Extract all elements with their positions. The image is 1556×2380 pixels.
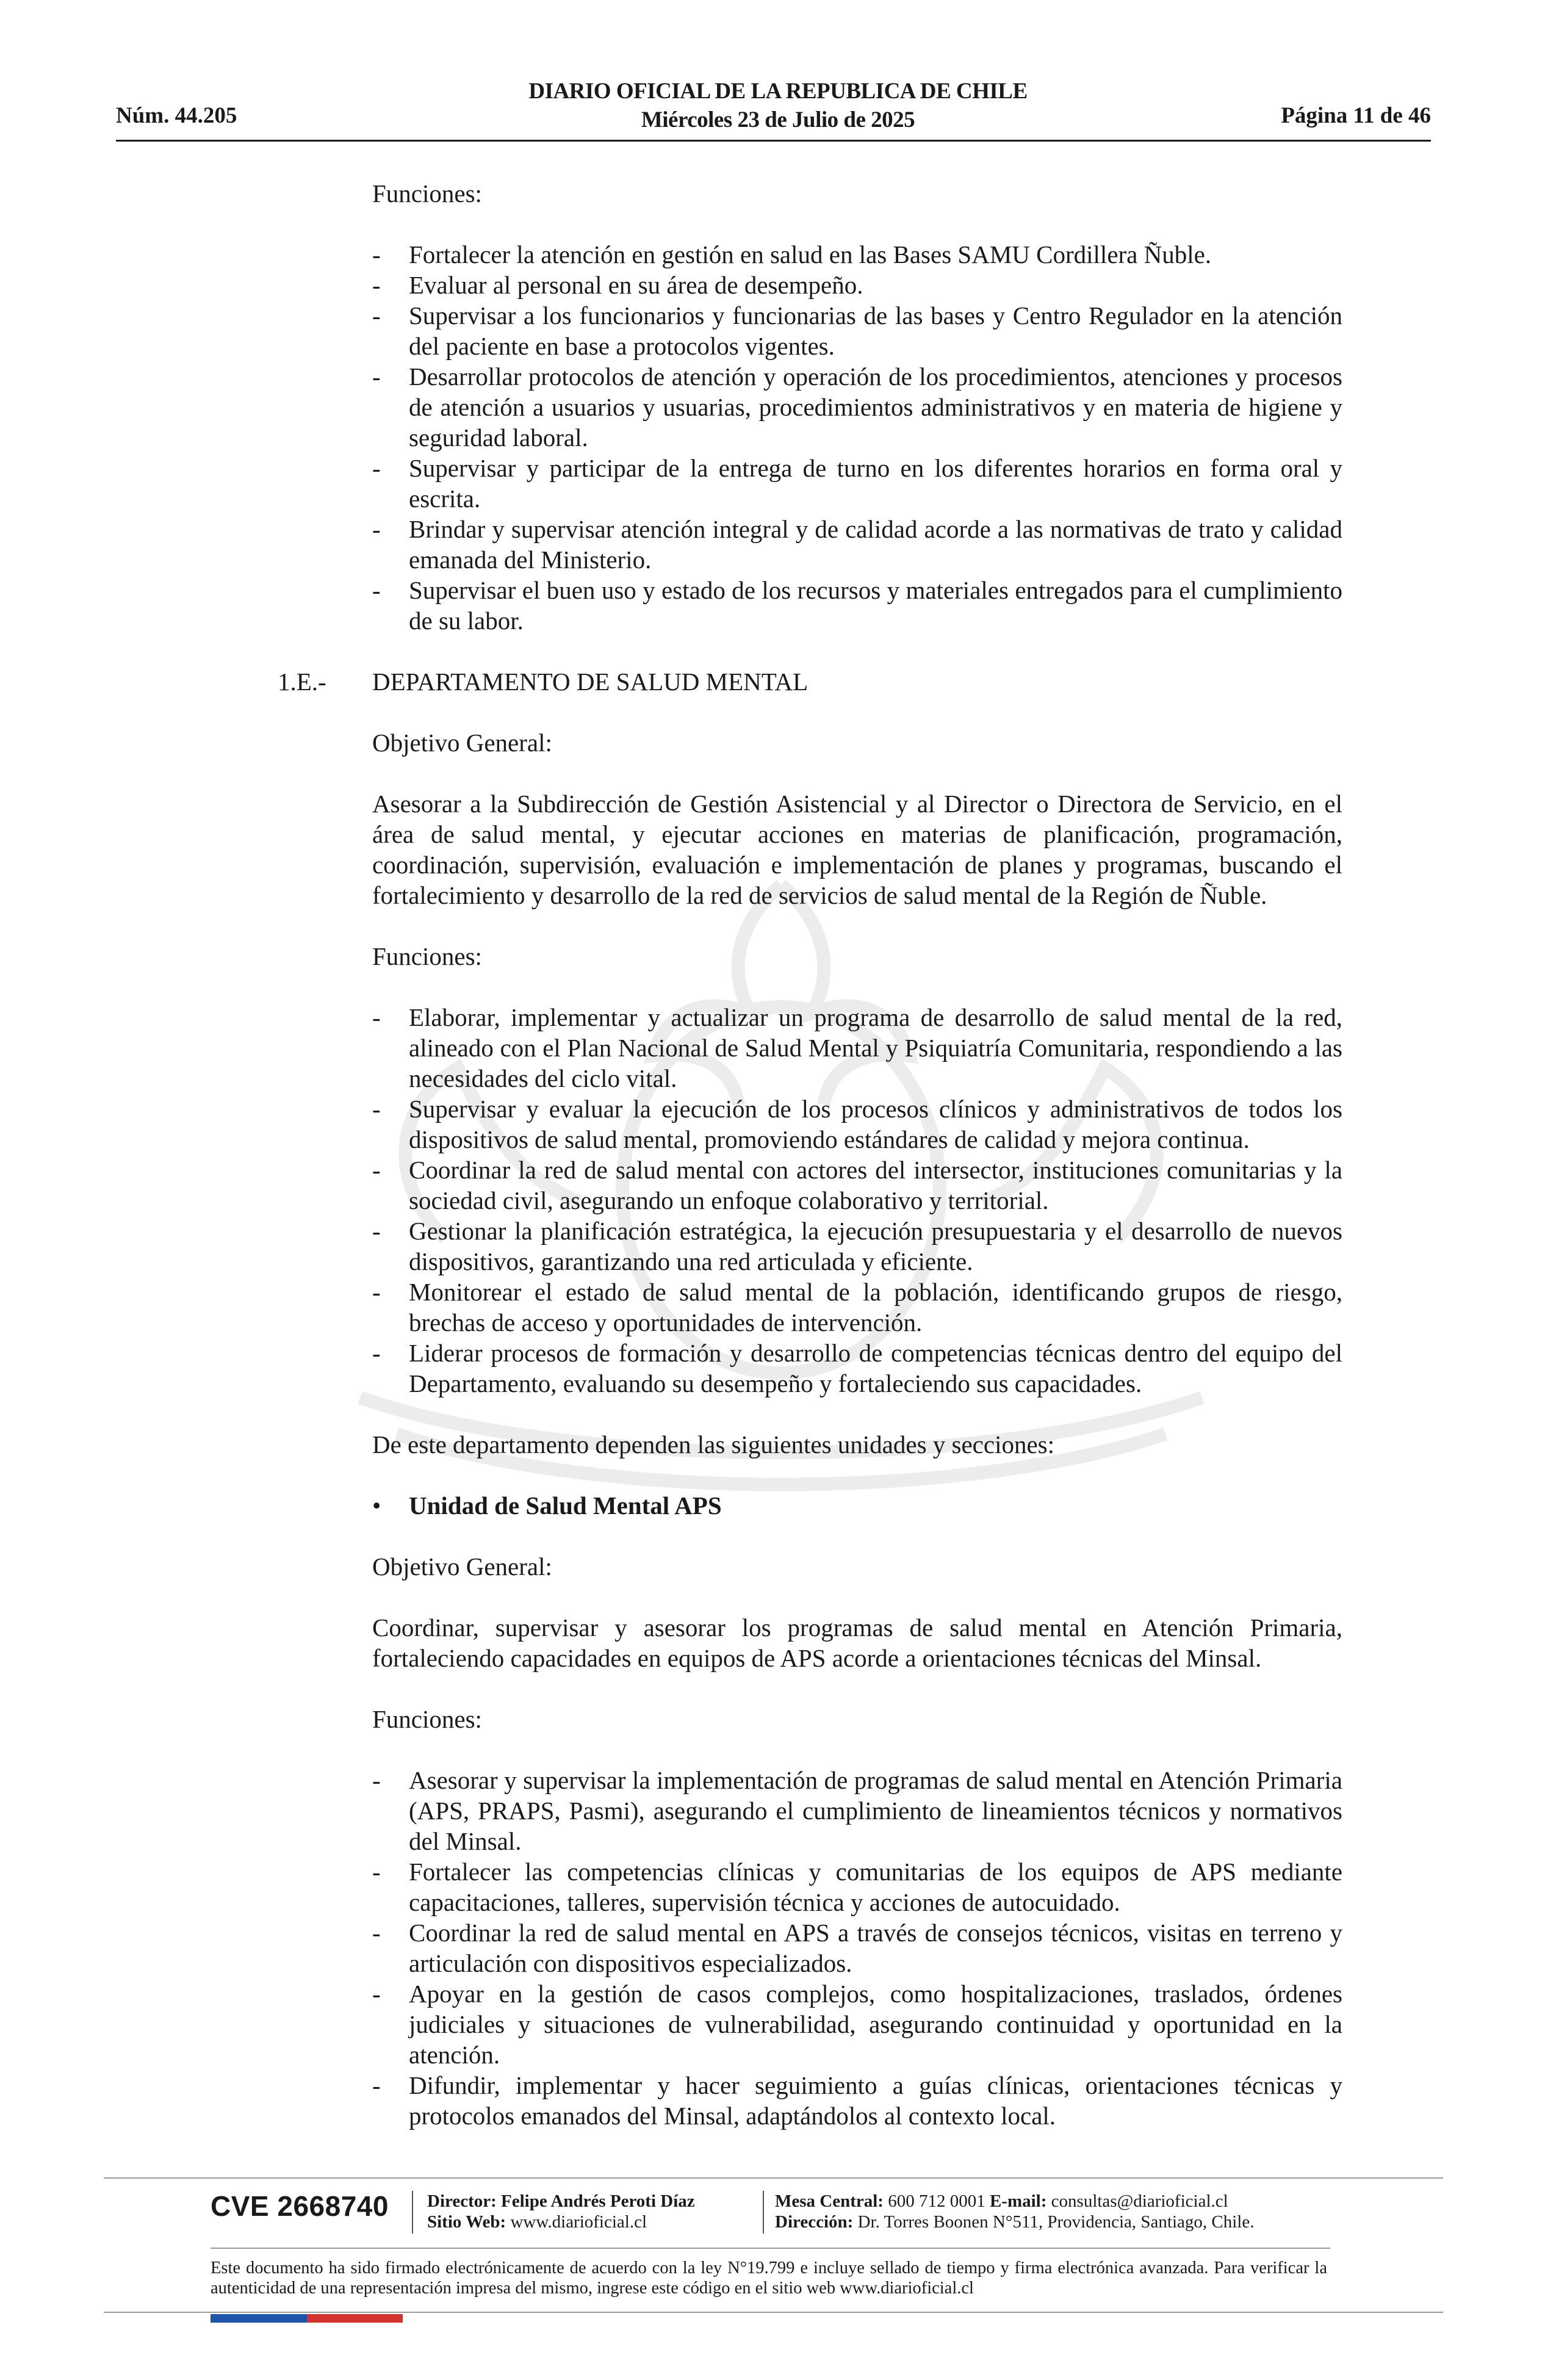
address-value: Dr. Torres Boonen N°511, Providencia, Santiago, Chile. (857, 2212, 1255, 2232)
director-name: Felipe Andrés Peroti Díaz (501, 2191, 695, 2211)
address-label: Dirección: (775, 2212, 854, 2232)
list-item: - Monitorear el estado de salud mental de la población, identificando grupos de riesgo, brechas de acceso y oportunidades de intervención. (372, 1278, 1342, 1336)
section-number: 1.E.- (278, 668, 326, 696)
objective-label: Objetivo General: (372, 729, 552, 757)
list-item: - Desarrollar protocolos de atención y operación de los procedimientos, atenciones y procesos de atención a usuarios y usuarias, procedimientos administrativos y en materia de higiene y seguridad laboral. (372, 362, 1342, 452)
email-label: E-mail: (989, 2191, 1047, 2211)
unit-functions-label: Funciones: (372, 1705, 482, 1733)
bullet-icon: • (372, 1491, 381, 1520)
section-title: DEPARTAMENTO DE SALUD MENTAL (372, 668, 809, 696)
flag-stripe-blue (211, 2314, 307, 2323)
list-item: - Fortalecer la atención en gestión en salud en las Bases SAMU Cordillera Ñuble. (372, 240, 1212, 269)
footer-contact-block (775, 2191, 1254, 2232)
web-link[interactable]: www.diarioficial.cl (510, 2212, 647, 2232)
footer-separator (412, 2191, 413, 2234)
list-item: - Coordinar la red de salud mental con actores del intersector, instituciones comunitarias y la sociedad civil, asegurando un enfoque colaborativo y territorial. (372, 1156, 1342, 1214)
publication-date: Miércoles 23 de Julio de 2025 (641, 107, 915, 132)
list-item: - Elaborar, implementar y actualizar un programa de desarrollo de salud mental de la red, alineado con el Plan Nacional de Salud Mental y Psiquiatría Comunitaria, respondiendo a las necesidades del ciclo vital. (372, 1003, 1342, 1092)
flag-stripe-red (307, 2314, 403, 2323)
signature-note: Este documento ha sido firmado electrónicamente de acuerdo con la ley N°19.799 e incluye sellado de tiempo y firma electrónica avanzada. Para verificar la autenticidad de una representación impresa del mismo, ingrese este código en el sitio web www.diarioficial.cl (211, 2259, 1327, 2298)
document-body (278, 178, 1342, 2131)
unit-heading (372, 1490, 1342, 1521)
list-item: - Supervisar y evaluar la ejecución de los procesos clínicos y administrativos de todos los dispositivos de salud mental, promoviendo estándares de calidad y mejora continua. (372, 1095, 1342, 1153)
email-link[interactable]: consultas@diarioficial.cl (1051, 2191, 1228, 2211)
publication-title: DIARIO OFICIAL DE LA REPUBLICA DE CHILE (528, 79, 1028, 104)
list-item: - Fortalecer las competencias clínicas y comunitarias de los equipos de APS mediante capacitaciones, talleres, supervisión técnica y acciones de autocuidado. (372, 1858, 1342, 1916)
footer-divider-top (104, 2177, 1443, 2179)
unit-title: Unidad de Salud Mental APS (409, 1491, 722, 1520)
list-item: - Brindar y supervisar atención integral y de calidad acorde a las normativas de trato y calidad emanada del Ministerio. (372, 515, 1342, 574)
cve-code: CVE 2668740 (211, 2190, 389, 2222)
list-item: - Supervisar el buen uso y estado de los recursos y materiales entregados para el cumplimiento de su labor. (372, 576, 1342, 635)
list-item: - Supervisar a los funcionarios y funcionarias de las bases y Centro Regulador en la atención del paciente en base a protocolos vigentes. (372, 301, 1342, 360)
mesa-phone: 600 712 0001 (888, 2191, 985, 2211)
footer-divider-bottom (104, 2312, 1443, 2313)
list-item: - Gestionar la planificación estratégica, la ejecución presupuestaria y el desarrollo de nuevos dispositivos, garantizando una red articulada y eficiente. (372, 1217, 1342, 1275)
list-item: - Difundir, implementar y hacer seguimiento a guías clínicas, orientaciones técnicas y protocolos emanados del Minsal, adaptándolos al contexto local. (372, 2071, 1342, 2130)
footer-divider-mid (211, 2248, 1330, 2249)
samu-functions-list (372, 239, 1342, 636)
list-item: - Asesorar y supervisar la implementación de programas de salud mental en Atención Primaria (APS, PRAPS, Pasmi), asegurando el cumplimiento de lineamientos técnicos y normativos del Minsal. (372, 1766, 1342, 1855)
unit-objective-text: Coordinar, supervisar y asesorar los programas de salud mental en Atención Primaria, fortaleciendo capacidades en equipos de APS acorde a orientaciones técnicas del Minsal. (372, 1614, 1342, 1672)
functions-label: Funciones: (372, 942, 482, 970)
list-item: - Liderar procesos de formación y desarrollo de competencias técnicas dentro del equipo del Departamento, evaluando su desempeño y fortaleciendo sus capacidades. (372, 1339, 1342, 1397)
web-label: Sitio Web: (427, 2212, 506, 2232)
list-item: - Coordinar la red de salud mental en APS a través de consejos técnicos, visitas en terreno y articulación con dispositivos especializados. (372, 1919, 1342, 1977)
section-heading (278, 666, 1342, 697)
unit-objective-label: Objetivo General: (372, 1552, 552, 1581)
department-functions-list (372, 1002, 1342, 1399)
unit-functions-list (372, 1765, 1342, 2131)
header-divider (116, 140, 1431, 142)
footer-director-block (427, 2191, 695, 2232)
page-number: Página 11 de 46 (1281, 103, 1431, 128)
objective-text: Asesorar a la Subdirección de Gestión Asistencial y al Director o Directora de Servicio, en el área de salud mental, y ejecutar acciones en materias de planificación, programación, coordinación, supervisión, evaluación e implementación de planes y programas, buscando el fortalecimiento y desarrollo de la red de servicios de salud mental de la Región de Ñuble. (372, 790, 1342, 909)
samu-functions-label: Funciones: (372, 179, 482, 207)
mesa-label: Mesa Central: (775, 2191, 884, 2211)
issue-number: Núm. 44.205 (116, 103, 237, 128)
list-item: - Evaluar al personal en su área de desempeño. (372, 271, 863, 299)
list-item: - Apoyar en la gestión de casos complejos, como hospitalizaciones, traslados, órdenes judiciales y situaciones de vulnerabilidad, asegurando continuidad y oportunidad en la atención. (372, 1980, 1342, 2069)
dependents-text: De este departamento dependen las siguientes unidades y secciones: (372, 1430, 1055, 1459)
director-label: Director: (427, 2191, 497, 2211)
footer-separator (763, 2191, 764, 2234)
list-item: - Supervisar y participar de la entrega de turno en los diferentes horarios en forma oral y escrita. (372, 454, 1342, 513)
